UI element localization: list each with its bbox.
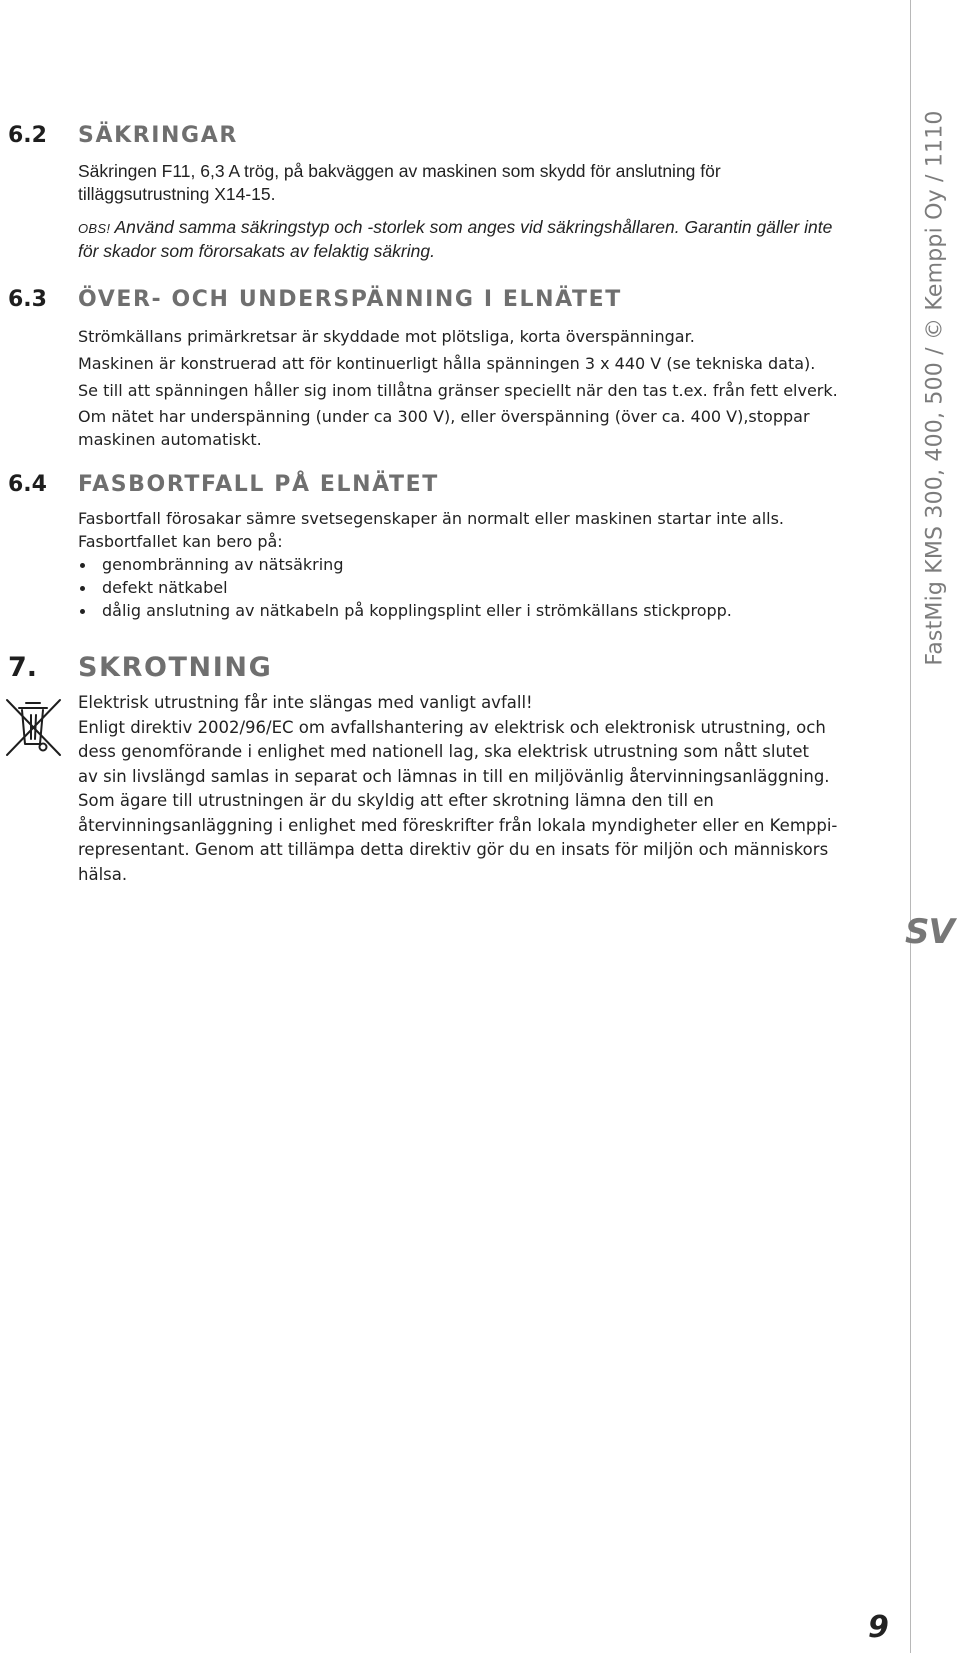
text-line: dess genomförande i enlighet med nationell lag, ska elektrisk utrustning som nått slutet <box>78 742 810 761</box>
page-number: 9 <box>868 1610 889 1645</box>
text-line: av sin livslängd samlas in separat och lämnas in till en miljövänlig återvinningsanläggning. <box>78 766 830 786</box>
section-6-3-line-3: Se till att spänningen håller sig inom tillåtna gränser speciellt när den tas t.ex. från fett elverk. <box>78 381 838 400</box>
sidebar-divider <box>910 0 911 1653</box>
text-line <box>78 216 832 240</box>
section-6-4-title: FASBORTFALL PÅ ELNÄTET <box>78 472 439 497</box>
text-span: Använd samma säkringstyp och -storlek som anges vid säkringshållaren. Garantin gäller inte <box>110 217 833 237</box>
text-line: Enligt direktiv 2002/96/EC om avfallshantering av elektrisk och elektronisk utrustning, och <box>78 717 826 737</box>
section-7-text-block <box>78 691 837 887</box>
text-line: Elektrisk utrustning får inte slängas med vanligt avfall! <box>78 693 533 712</box>
crossed-out-wheelie-bin-icon <box>4 697 64 763</box>
sidebar-document-title: FastMig KMS 300, 400, 500 / © Kemppi Oy / 1110 <box>922 110 948 666</box>
list-item-text: genombränning av nätsäkring <box>102 555 344 574</box>
text-line: tilläggsutrustning X14-15. <box>78 184 276 204</box>
section-6-4-line-1: Fasbortfall förosakar sämre svetsegenskaper än normalt eller maskinen startar inte alls. <box>78 509 785 528</box>
list-item <box>78 576 732 599</box>
bullet-icon <box>80 586 85 591</box>
language-tag: SV <box>905 912 954 952</box>
text-line: hälsa. <box>78 864 128 884</box>
text-line: representant. Genom att tillämpa detta direktiv gör du en insats för miljön och människors <box>78 840 829 859</box>
section-6-2-title: SÄKRINGAR <box>78 123 238 148</box>
list-item <box>78 553 732 576</box>
bullet-icon <box>80 609 85 614</box>
section-7-number: 7. <box>8 652 38 683</box>
section-6-3-line-1: Strömkällans primärkretsar är skyddade mot plötsliga, korta överspänningar. <box>78 327 695 346</box>
section-6-4-number: 6.4 <box>8 472 47 497</box>
bullet-icon <box>80 563 85 568</box>
section-6-2-paragraph-1 <box>78 160 721 206</box>
text-line: för skador som förorsakats av felaktig säkring. <box>78 241 435 261</box>
section-7-title: SKROTNING <box>78 652 273 683</box>
section-6-4-line-2: Fasbortfallet kan bero på: <box>78 532 283 551</box>
list-item <box>78 599 732 622</box>
section-6-2-paragraph-2 <box>78 216 832 263</box>
obs-label: OBS! <box>78 221 111 236</box>
list-item-text: dålig anslutning av nätkabeln på kopplingsplint eller i strömkällans stickpropp. <box>102 601 732 620</box>
section-6-3-title: ÖVER- OCH UNDERSPÄNNING I ELNÄTET <box>78 287 622 312</box>
list-item-text: defekt nätkabel <box>102 578 228 597</box>
section-6-4-bullet-list <box>78 553 732 622</box>
text-line: återvinningsanläggning i enlighet med föreskrifter från lokala myndigheter eller en Kemppi- <box>78 815 838 835</box>
section-6-3-line-4: Om nätet har underspänning (under ca 300 V), eller överspänning (över ca. 400 V),stoppar <box>78 407 810 426</box>
section-6-2-number: 6.2 <box>8 123 47 148</box>
text-line: Som ägare till utrustningen är du skyldig att efter skrotning lämna den till en <box>78 791 714 810</box>
section-6-3-line-2: Maskinen är konstruerad att för kontinuerligt hålla spänningen 3 x 440 V (se tekniska data). <box>78 354 816 373</box>
text-line: Säkringen F11, 6,3 A trög, på bakväggen av maskinen som skydd för anslutning för <box>78 161 721 181</box>
section-6-3-line-5: maskinen automatiskt. <box>78 430 262 449</box>
section-6-3-number: 6.3 <box>8 287 47 312</box>
